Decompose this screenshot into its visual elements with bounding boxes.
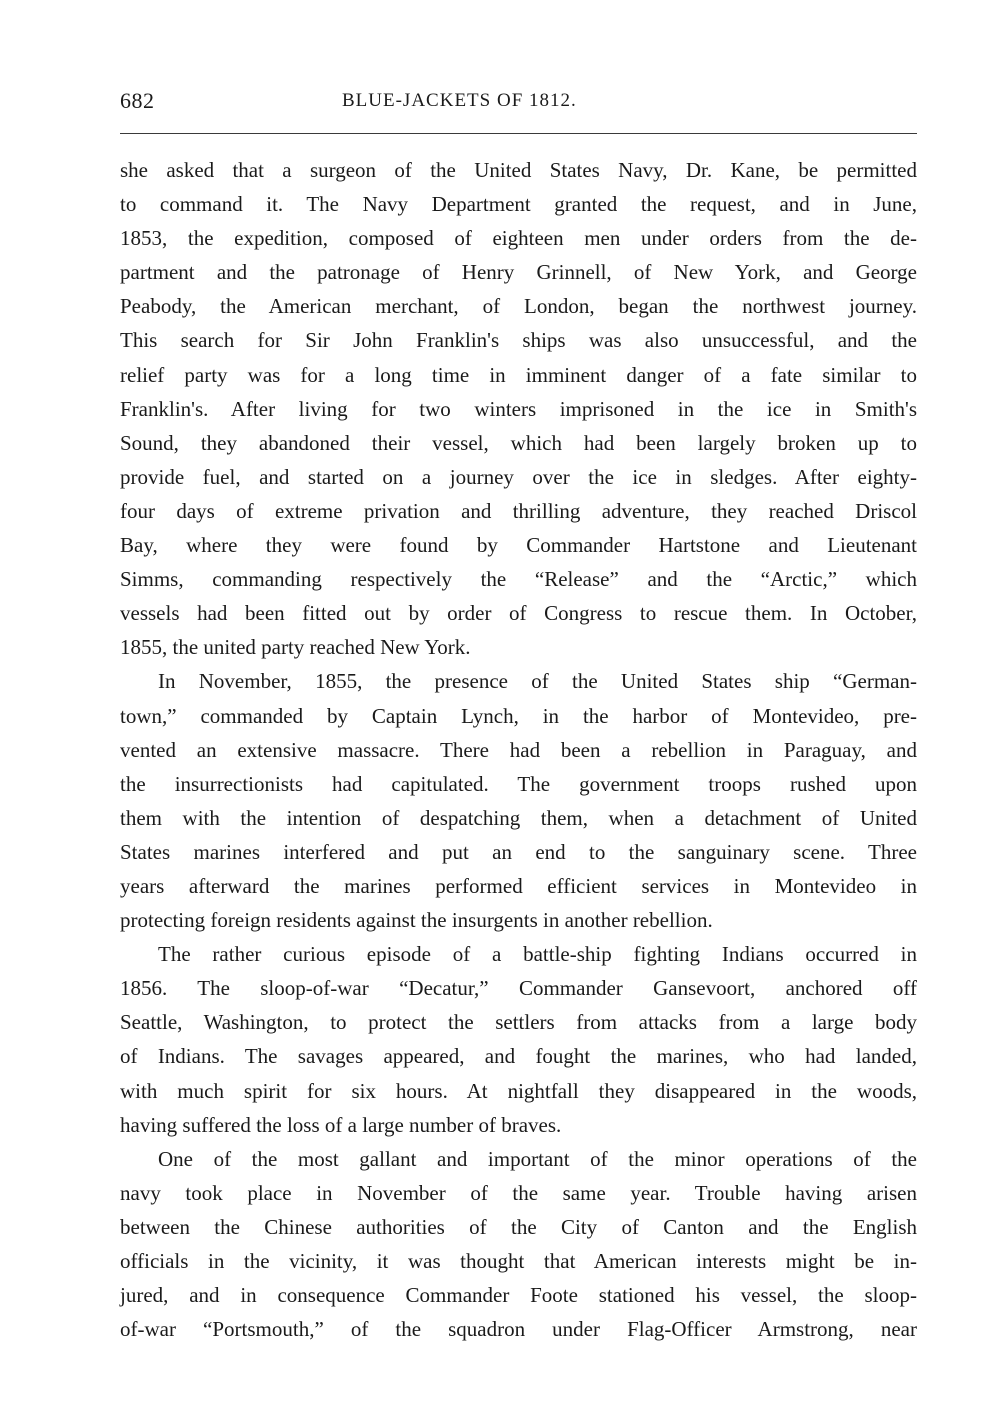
text-line: 1853, the expedition, composed of eighteen men under orders from the de- [120,226,917,251]
text-line: with much spirit for six hours. At nightfall they disappeared in the woods, [120,1078,917,1103]
text-line: vented an extensive massacre. There had been a rebellion in Paraguay, and [120,737,917,762]
paragraph-seattle [120,937,917,1142]
header-rule [120,133,917,134]
text-line: protecting foreign residents against the insurgents in another rebellion. [120,908,713,933]
page-number: 682 [120,88,155,113]
text-line: Seattle, Washington, to protect the settlers from attacks from a large body [120,1010,917,1035]
text-line: navy took place in November of the same year. Trouble having arisen [120,1180,917,1205]
running-head [120,88,917,118]
text-line: 1855, the united party reached New York. [120,635,471,660]
text-line: The rather curious episode of a battle-ship fighting Indians occurred in [158,942,917,967]
paragraph-montevideo [120,664,917,937]
text-line: Simms, commanding respectively the “Release” and the “Arctic,” which [120,567,917,592]
text-line: them with the intention of despatching them, when a detachment of United [120,805,917,830]
text-line: relief party was for a long time in imminent danger of a fate similar to [120,362,917,387]
text-line: Franklin's. After living for two winters imprisoned in the ice in Smith's [120,396,917,421]
text-line: jured, and in consequence Commander Foote stationed his vessel, the sloop- [120,1283,917,1308]
text-line: she asked that a surgeon of the United States Navy, Dr. Kane, be permitted [120,158,917,182]
text-line: Sound, they abandoned their vessel, which had been largely broken up to [120,430,917,455]
text-line: having suffered the loss of a large number of braves. [120,1112,562,1137]
text-line: the insurrectionists had capitulated. The government troops rushed upon [120,771,917,796]
text-line: years afterward the marines performed efficient services in Montevideo in [120,873,917,898]
text-line: States marines interfered and put an end to the sanguinary scene. Three [120,839,917,864]
paragraph-canton [120,1142,917,1347]
body-text [120,153,917,1346]
text-line: partment and the patronage of Henry Grinnell, of New York, and George [120,260,917,285]
text-line: Peabody, the American merchant, of London, began the northwest journey. [120,294,917,319]
text-line: of-war “Portsmouth,” of the squadron under Flag-Officer Armstrong, near [120,1317,917,1342]
text-line: officials in the vicinity, it was thought that American interests might be in- [120,1249,917,1273]
text-line: of Indians. The savages appeared, and fought the marines, who had landed, [120,1044,917,1069]
running-title: BLUE-JACKETS OF 1812. [342,90,577,111]
text-line: to command it. The Navy Department granted the request, and in June, [120,192,917,217]
text-line: This search for Sir John Franklin's ships was also unsuccessful, and the [120,328,917,353]
text-line: Bay, where they were found by Commander Hartstone and Lieutenant [120,533,917,558]
text-line: between the Chinese authorities of the City of Canton and the English [120,1214,917,1239]
text-line: One of the most gallant and important of the minor operations of the [158,1146,917,1171]
text-line: town,” commanded by Captain Lynch, in the harbor of Montevideo, pre- [120,703,917,728]
text-line: 1856. The sloop-of-war “Decatur,” Commander Gansevoort, anchored off [120,976,917,1001]
paragraph-kane-expedition [120,153,917,664]
text-line: In November, 1855, the presence of the United States ship “German- [158,669,917,694]
text-line: four days of extreme privation and thrilling adventure, they reached Driscol [120,498,917,523]
text-line: provide fuel, and started on a journey over the ice in sledges. After eighty- [120,464,917,489]
text-line: vessels had been fitted out by order of Congress to rescue them. In October, [120,601,917,626]
